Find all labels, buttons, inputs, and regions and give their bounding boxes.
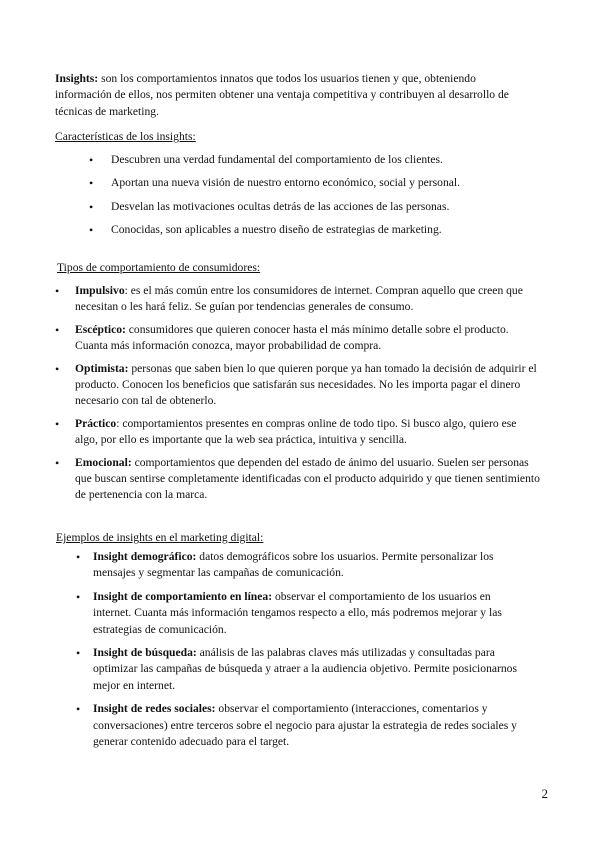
list-item [76, 549, 526, 582]
section3-heading-block [56, 530, 536, 546]
list-item-text: datos demográficos sobre los usuarios. Permite personalizar los mensajes y segmentar las campañas de comunicación. [93, 550, 494, 580]
intro-paragraph [55, 71, 535, 120]
intro-text: son los comportamientos innatos que todos los usuarios tienen y que, obteniendo información de ellos, nos permiten obtener una ventaja competitiva y contribuyen al desarrollo de técnicas de marketing. [55, 72, 509, 118]
bullet-icon: • [76, 550, 81, 564]
list-item-term: Práctico [75, 416, 117, 430]
section1-list [91, 152, 531, 239]
list-item-text: observar el comportamiento de los usuarios en internet. Cuanta más información tengamos respecto a ello, más podremos mejorar y las estrategias de comunicación. [93, 589, 502, 636]
section3-list [76, 549, 526, 750]
intro-term: Insights: [55, 72, 99, 85]
section2-heading-block [57, 260, 537, 276]
list-item-text: Descubren una verdad fundamental del comportamiento de los clientes. [111, 153, 443, 166]
page-number: 2 [541, 786, 548, 801]
list-item-term: Insight de comportamiento en línea: [93, 589, 273, 603]
list-item [91, 222, 531, 238]
list-item [76, 589, 526, 638]
list-item-text: personas que saben bien lo que quieren porque ya han tomado la decisión de adquirir el producto. Conocen los beneficios que satisfarán sus necesidades. No les importa pagar el dinero necesario con tal de obtenerlo. [75, 361, 537, 408]
bullet-icon: • [89, 223, 94, 238]
list-item-term: Impulsivo [75, 284, 125, 297]
list-item [55, 416, 540, 449]
list-item-term: Insight de búsqueda: [93, 646, 197, 660]
list-item-text: comportamientos que dependen del estado de ánimo del usuario. Suelen ser personas que buscan sentirse completamente identificadas con el producto adquirido y que tienen sentimiento de pertenencia con la marca. [75, 455, 540, 502]
list-item [55, 322, 540, 355]
list-item [76, 701, 526, 750]
section3-heading: Ejemplos de insights en el marketing digital: [56, 531, 264, 544]
section1-heading-block [55, 129, 535, 145]
bullet-icon: • [89, 199, 94, 214]
list-item [91, 152, 531, 168]
list-item [55, 361, 540, 410]
list-item [91, 199, 531, 215]
bullet-icon: • [89, 176, 94, 191]
list-item [55, 283, 540, 316]
section1-heading: Características de los insights: [55, 130, 196, 143]
bullet-icon: • [55, 322, 60, 337]
list-item [91, 175, 531, 191]
list-item-term: Escéptico: [75, 322, 126, 336]
bullet-icon: • [55, 361, 60, 376]
list-item [55, 455, 540, 504]
list-item-text: : comportamientos presentes en compras online de todo tipo. Si busco algo, quiero ese algo, por ello es importante que la web sea práctica, intuitiva y sencilla. [75, 416, 517, 447]
list-item [76, 645, 526, 694]
bullet-icon: • [76, 702, 81, 717]
list-item-term: Optimista: [75, 361, 129, 375]
bullet-icon: • [55, 455, 60, 470]
list-item-text: Conocidas, son aplicables a nuestro diseño de estrategias de marketing. [111, 223, 442, 237]
list-item-text: consumidores que quieren conocer hasta el más mínimo detalle sobre el producto. Cuanta más información conozca, mayor probabilidad de compra. [75, 322, 509, 353]
bullet-icon: • [76, 589, 81, 604]
bullet-icon: • [76, 646, 81, 661]
list-item-term: Emocional: [75, 455, 132, 469]
bullet-icon: • [55, 416, 60, 431]
section2-heading: Tipos de comportamiento de consumidores: [57, 261, 261, 274]
list-item-text: observar el comportamiento (interacciones, comentarios y conversaciones) entre terceros sobre el negocio para ajustar la estrategia de redes sociales y generar contenido adecuado para el target. [93, 702, 517, 749]
section2-list [55, 283, 540, 504]
list-item-term: Insight de redes sociales: [93, 702, 216, 716]
bullet-icon: • [89, 153, 94, 167]
bullet-icon: • [55, 284, 60, 298]
list-item-term: Insight demográfico: [93, 550, 197, 563]
list-item-text: Aportan una nueva visión de nuestro entorno económico, social y personal. [111, 176, 461, 190]
list-item-text: análisis de las palabras claves más utilizadas y consultadas para optimizar las campañas de búsqueda y atraer a la audiencia objetivo. Permite posicionarnos mejor en internet. [93, 646, 517, 692]
list-item-text: : es el más común entre los consumidores de internet. Compran aquello que creen que necesitan o les hará feliz. Se guían por tendencias generales de consumo. [75, 284, 523, 314]
list-item-text: Desvelan las motivaciones ocultas detrás de las acciones de las personas. [111, 199, 450, 213]
